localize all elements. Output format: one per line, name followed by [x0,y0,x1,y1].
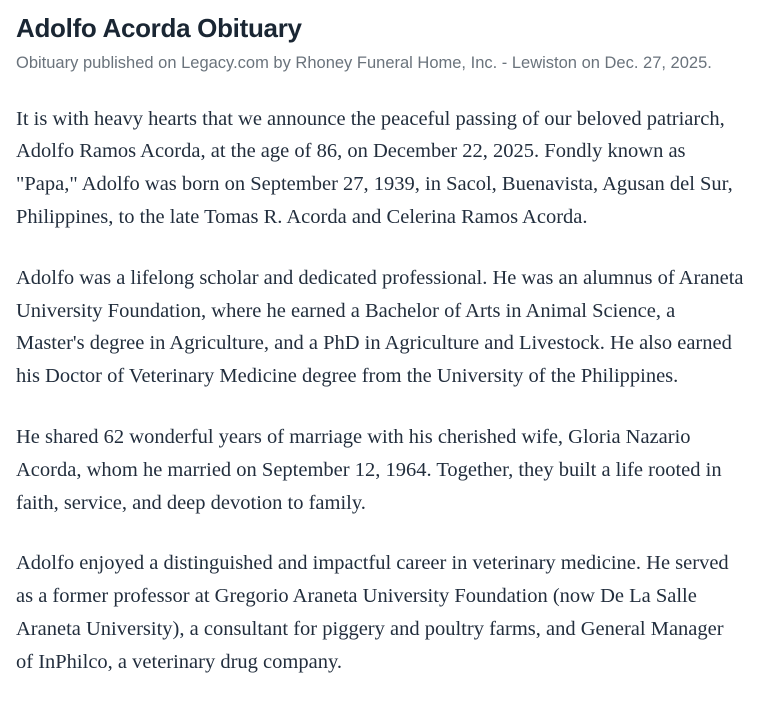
obituary-paragraph-career: Adolfo enjoyed a distinguished and impactful career in veterinary medicine. He served as a former professor at Gregorio Araneta University Foundation (now De La Salle Araneta University), a consultant for piggery and poultry farms, and General Manager of InPhilco, a veterinary drug company. [16,552,729,673]
obituary-paragraph-marriage: He shared 62 wonderful years of marriage with his cherished wife, Gloria Nazario Acorda, whom he married on September 12, 1964. Together, they built a life rooted in faith, service, and deep devotion to family. [16,426,722,514]
obituary-header [16,0,744,75]
obituary-paragraph-education: Adolfo was a lifelong scholar and dedicated professional. He was an alumnus of Araneta University Foundation, where he earned a Bachelor of Arts in Animal Science, a Master's degree in Agriculture, and a PhD in Agriculture and Livestock. He also earned his Doctor of Veterinary Medicine degree from the University of the Philippines. [16,266,744,388]
publication-byline: Obituary published on Legacy.com by Rhoney Funeral Home, Inc. - Lewiston on Dec. 27, 2025. [16,54,712,73]
obituary-paragraph-intro: It is with heavy hearts that we announce the peaceful passing of our beloved patriarch, Adolfo Ramos Acorda, at the age of 86, on December 22, 2025. Fondly known as "Papa," Adolfo was born on September 27, 1939, in Sacol, Buenavista, Agusan del Sur, Philippines, to the late Tomas R. Acorda and Celerina Ramos Acorda. [16,107,733,229]
page-title: Adolfo Acorda Obituary [16,13,302,43]
obituary-text [16,103,744,679]
